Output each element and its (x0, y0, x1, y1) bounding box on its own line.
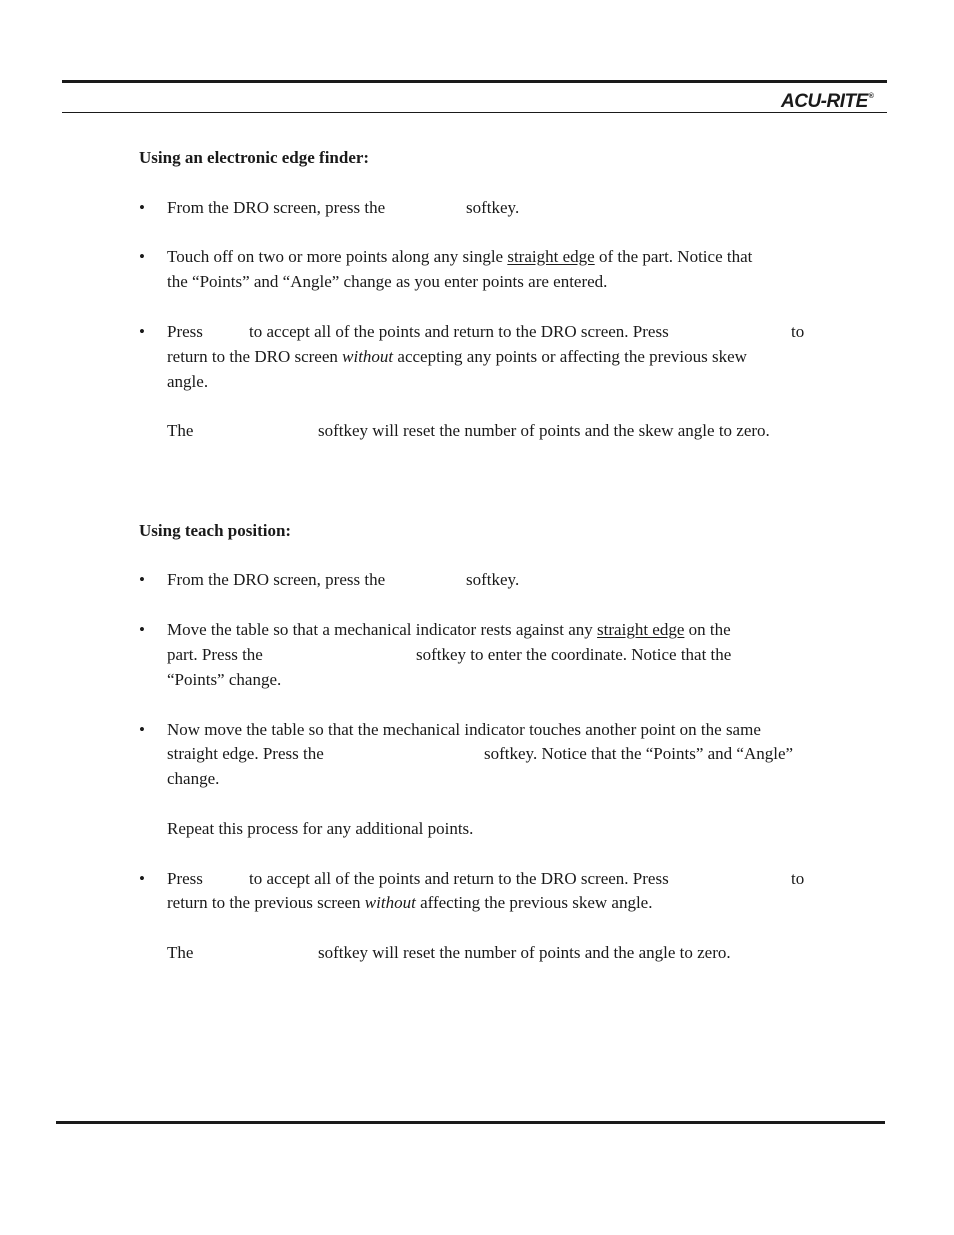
s1-b3-line1: to accept all of the points and return to the DRO screen. Press (249, 322, 669, 341)
section-heading-edge-finder: Using an electronic edge finder: (139, 148, 370, 167)
without-italic: without (364, 893, 416, 912)
s1-b1-text-b: softkey. (466, 198, 520, 217)
straight-edge-underline: straight edge (597, 620, 685, 639)
bullet-marker: • (139, 620, 145, 639)
s1-b3-line2: return to the DRO screen without accepting any points or affecting the previous skew (167, 347, 747, 366)
s2-b3-line2a: straight edge. Press the (167, 744, 324, 763)
acu-rite-logo (781, 86, 891, 112)
s2-b4-line1: to accept all of the points and return to the DRO screen. Press (249, 869, 669, 888)
s2-b1-text-b: softkey. (466, 570, 520, 589)
s2-b2-line3: “Points” change. (167, 670, 282, 689)
bullet-marker: • (139, 247, 145, 266)
s2-b4-press: Press (167, 869, 203, 888)
s2-b4-to: to (791, 869, 805, 888)
logo-text: ACU-RITE (781, 91, 868, 112)
s1-b3-to: to (791, 322, 805, 341)
bullet-marker: • (139, 322, 145, 341)
registered-mark: ® (868, 93, 874, 100)
straight-edge-underline: straight edge (507, 247, 595, 266)
footer-rule (56, 1121, 885, 1124)
s2-repeat-text: Repeat this process for any additional points. (167, 819, 474, 838)
s2-note-the: The (167, 943, 194, 962)
header-rule-thick (62, 80, 887, 83)
bullet-marker: • (139, 869, 145, 888)
s1-note-the: The (167, 421, 194, 440)
s2-b3-line3: change. (167, 769, 220, 788)
without-italic: without (342, 347, 394, 366)
s1-b3-line3: angle. (167, 372, 209, 391)
bullet-marker: • (139, 198, 145, 217)
s2-note-text: softkey will reset the number of points and the angle to zero. (318, 943, 731, 962)
s2-b2-line2a: part. Press the (167, 645, 263, 664)
header-rule-thin (62, 112, 887, 113)
s2-b2-line1: Move the table so that a mechanical indicator rests against any straight edge on the (167, 620, 731, 639)
s2-b4-line2: return to the previous screen without affecting the previous skew angle. (167, 893, 653, 912)
s2-b2-line2b: softkey to enter the coordinate. Notice that the (416, 645, 732, 664)
section-heading-teach-position: Using teach position: (139, 521, 292, 540)
bullet-marker: • (139, 570, 145, 589)
bullet-marker: • (139, 720, 145, 739)
s1-b3-press: Press (167, 322, 203, 341)
s1-note-text: softkey will reset the number of points and the skew angle to zero. (318, 421, 770, 440)
s1-b1-text-a: From the DRO screen, press the (167, 198, 386, 217)
s2-b3-line1: Now move the table so that the mechanical indicator touches another point on the same (167, 720, 761, 739)
s1-b2-line1: Touch off on two or more points along any single straight edge of the part. Notice that (167, 247, 753, 266)
s1-b2-line2: the “Points” and “Angle” change as you enter points are entered. (167, 272, 608, 291)
s2-b1-text-a: From the DRO screen, press the (167, 570, 386, 589)
s2-b3-line2b: softkey. Notice that the “Points” and “Angle” (484, 744, 794, 763)
